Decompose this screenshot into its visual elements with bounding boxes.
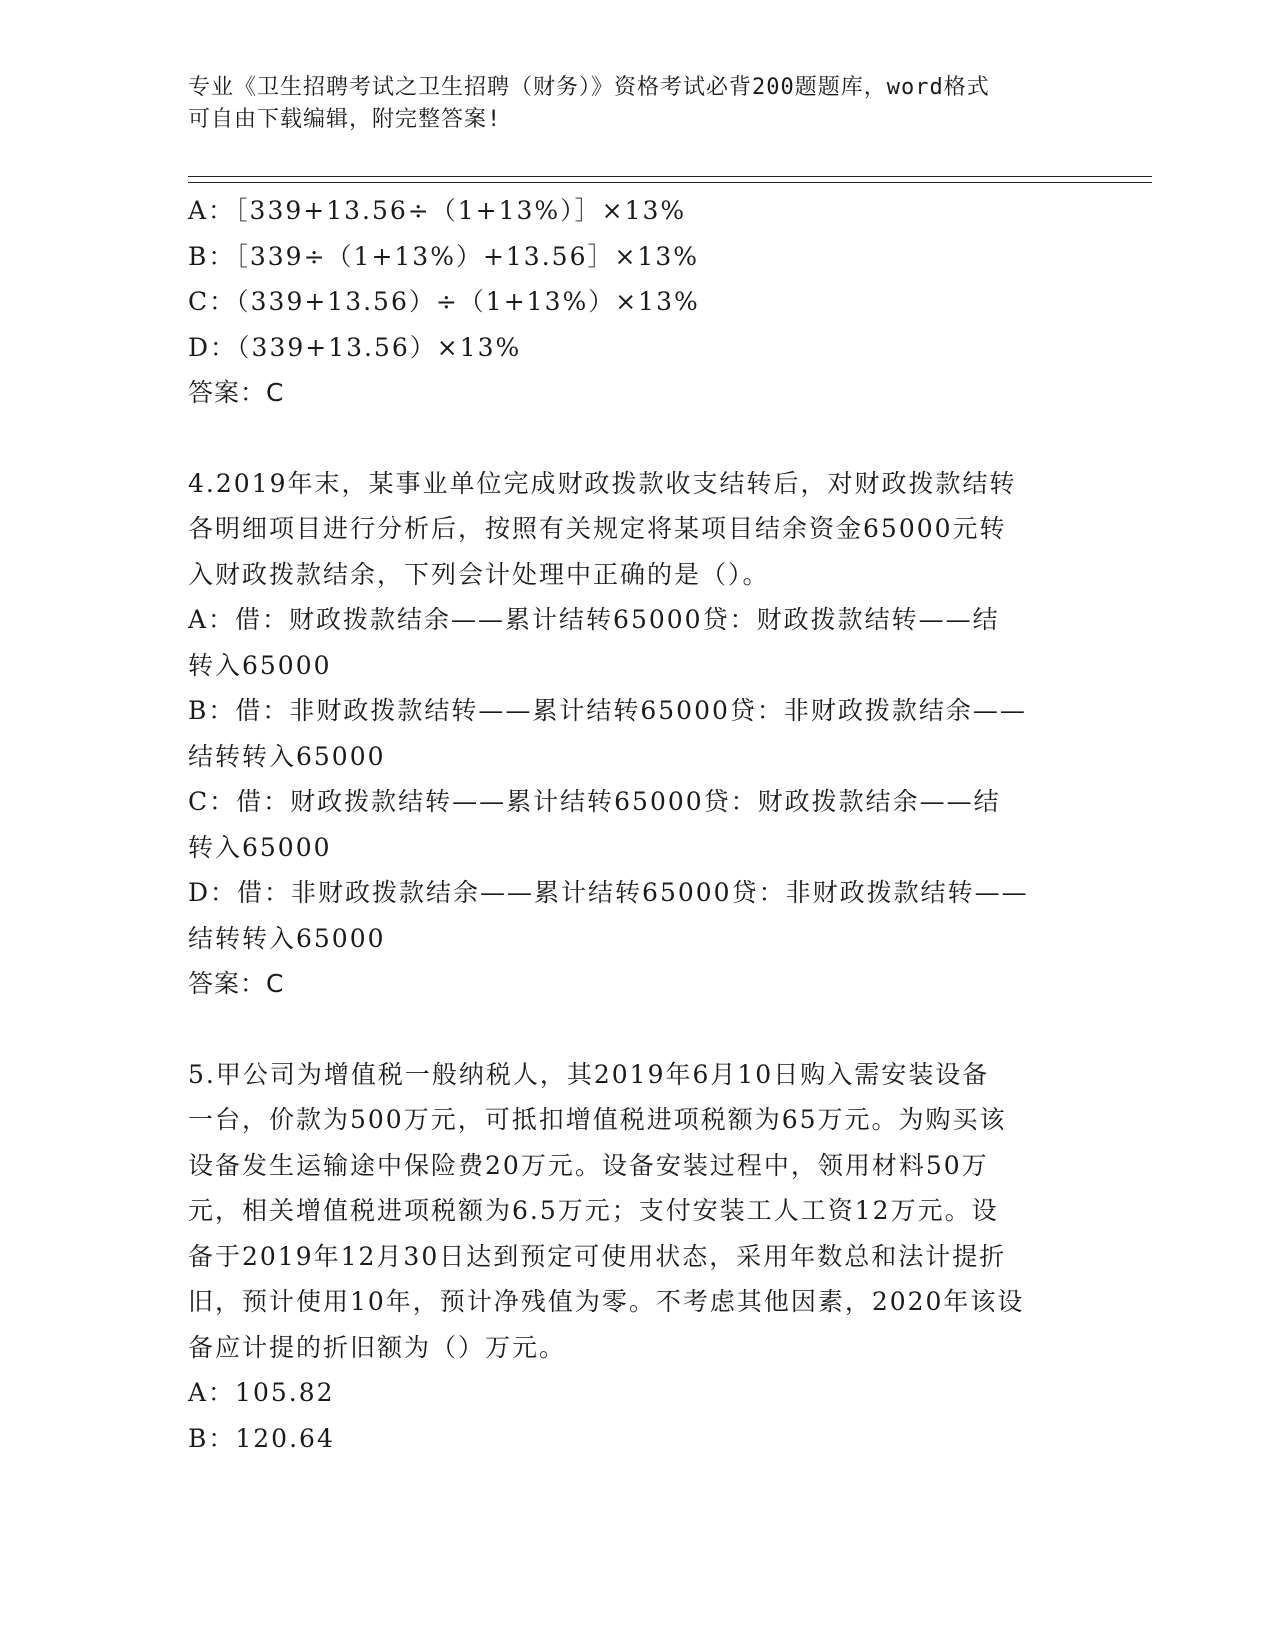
option-d-continued: 结转转入65000 <box>188 923 386 953</box>
question-stem-line: 入财政拨款结余，下列会计处理中正确的是（）。 <box>188 559 770 589</box>
option-b-continued: 结转转入65000 <box>188 741 386 771</box>
question-stem-line: 各明细项目进行分析后，按照有关规定将某项目结余资金65000元转 <box>188 514 1007 543</box>
question-5 <box>188 1052 1088 1462</box>
question-stem-line: 备应计提的折旧额为（）万元。 <box>188 1332 567 1362</box>
spacer <box>188 416 1088 461</box>
option-c: C：（339+13.56）÷（1+13%）×13% <box>188 287 700 316</box>
option-d: D：（339+13.56）×13% <box>188 332 522 362</box>
question-stem-line: 设备发生运输途中保险费20万元。设备安装过程中，领用材料50万 <box>188 1150 989 1180</box>
document-header <box>188 72 1068 136</box>
option-a: A：借：财政拨款结余——累计结转65000贷：财政拨款结转——结 <box>188 605 1000 634</box>
answer-line: 答案：C <box>188 969 285 998</box>
question-stem-line: 一台，价款为500万元，可抵扣增值税进项税额为65万元。为购买该 <box>188 1105 1007 1134</box>
option-b: B：120.64 <box>188 1423 335 1453</box>
option-c: C：借：财政拨款结转——累计结转65000贷：财政拨款结余——结 <box>188 787 1001 816</box>
option-d: D：借：非财政拨款结余——累计结转65000贷：非财政拨款结转—— <box>188 878 1029 907</box>
question-stem-line: 备于2019年12月30日达到预定可使用状态，采用年数总和法计提折 <box>188 1241 1007 1271</box>
option-a: A：［339+13.56÷（1+13%）］×13% <box>188 196 687 225</box>
document-body <box>188 188 1088 1461</box>
header-title-line-1: 专业《卫生招聘考试之卫生招聘（财务）》资格考试必背200题题库，word格式 <box>188 75 990 100</box>
header-divider <box>188 176 1152 183</box>
question-stem-line: 元，相关增值税进项税额为6.5万元；支付安装工人工资12万元。设 <box>188 1196 999 1225</box>
spacer <box>188 1007 1088 1052</box>
option-a: A：105.82 <box>188 1378 335 1407</box>
option-b: B：［339÷（1+13%）+13.56］×13% <box>188 241 699 271</box>
answer-line: 答案：C <box>188 378 285 407</box>
question-stem-line: 4.2019年末，某事业单位完成财政拨款收支结转后，对财政拨款结转 <box>188 468 1017 498</box>
question-4 <box>188 461 1088 1007</box>
question-stem-line: 旧，预计使用10年，预计净残值为零。不考虑其他因素，2020年该设 <box>188 1287 1025 1316</box>
question-3-options <box>188 188 1088 416</box>
option-a-continued: 转入65000 <box>188 650 332 680</box>
option-b: B：借：非财政拨款结转——累计结转65000贷：非财政拨款结余—— <box>188 696 1027 725</box>
question-stem-line: 5.甲公司为增值税一般纳税人，其2019年6月10日购入需安装设备 <box>188 1059 990 1089</box>
option-c-continued: 转入65000 <box>188 832 332 862</box>
header-title-line-2: 可自由下载编辑，附完整答案! <box>188 107 502 132</box>
